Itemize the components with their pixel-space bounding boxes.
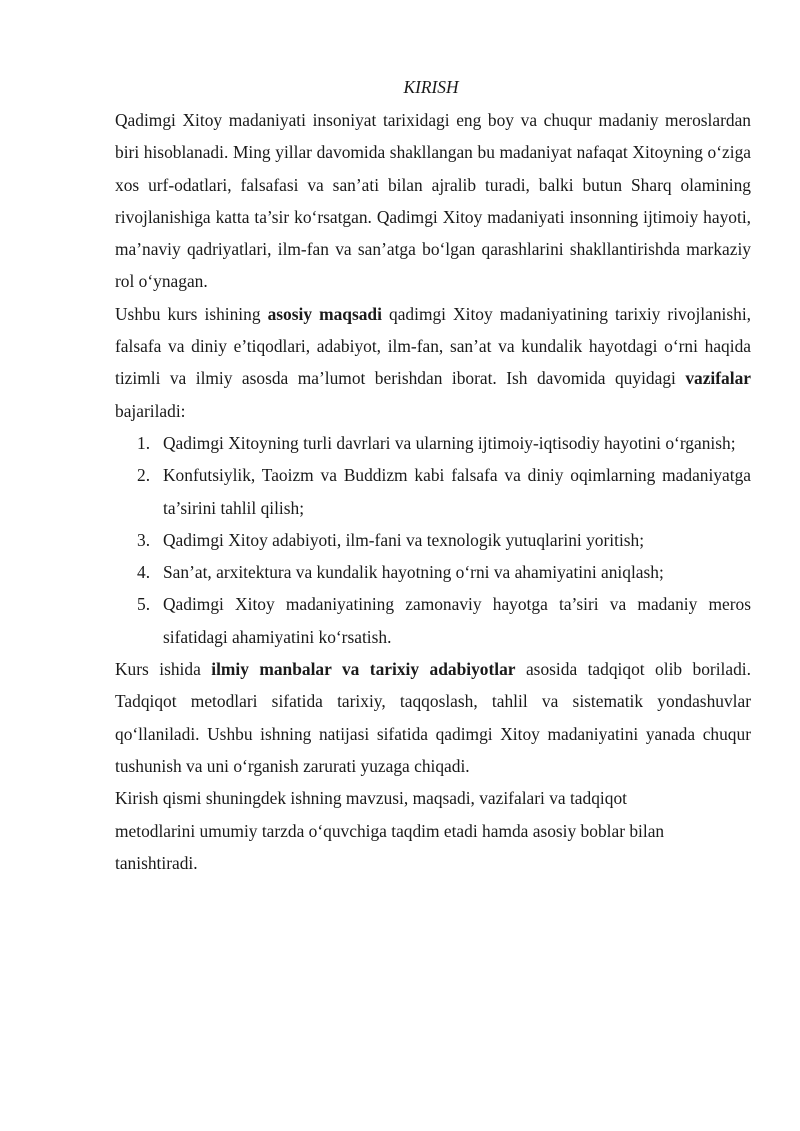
goal-text-before: Ushbu kurs ishining [115,303,268,324]
list-item [137,556,751,588]
goal-emphasis: asosiy maqsadi [267,303,382,324]
list-item-text: Qadimgi Xitoyning turli davrlari va ularning ijtimoiy-iqtisodiy hayotini o‘rganish; [163,432,736,453]
intro-paragraph: Qadimgi Xitoy madaniyati insoniyat tarixidagi eng boy va chuqur madaniy meroslardan biri hisoblanadi. Ming yillar davomida shakllangan bu madaniyat nafaqat Xitoyning o‘ziga xos urf-odatlari, falsafasi va san’ati bilan ajralib turadi, balki butun Sharq olamining rivojlanishiga katta ta’sir ko‘rsatgan. Qadimgi Xitoy madaniyati insonning ijtimoiy hayoti, ma’naviy qadriyatlari, ilm-fan va san’atga bo‘lgan qarashlarini shakllantirishda markaziy rol o‘ynagan. [115,110,751,292]
list-item [137,524,751,556]
tasks-list [115,427,751,653]
document-body [115,104,751,879]
method-text-before: Kurs ishida [115,659,212,680]
goal-paragraph [115,298,751,427]
method-paragraph [115,653,751,782]
closing-line-1: Kirish qismi shuningdek ishning mavzusi, maqsadi, vazifalari va tadqiqot [115,788,627,809]
page-title: KIRISH [403,77,459,97]
list-item-text: Konfutsiylik, Taoizm va Buddizm kabi falsafa va diniy oqimlarning madaniyatga ta’sirini tahlil qilish; [163,465,751,518]
goal-text-after: qadimgi Xitoy madaniyatining tarixiy rivojlanishi, falsafa va diniy e’tiqodlari, adabiyot, ilm-fan, san’at va kundalik hayotdagi o‘rni haqida tizimli va ilmiy asosda ma’lumot berishdan iborat. Ish davomida quyidagi [115,303,751,389]
closing-line-2: metodlarini umumiy tarzda o‘quvchiga taqdim etadi hamda asosiy boblar bilan [115,820,665,841]
list-item-number: 2. [137,465,151,486]
sources-emphasis: ilmiy manbalar va tarixiy adabiyotlar [211,659,516,680]
list-item [137,427,751,459]
closing-paragraph [115,782,751,879]
list-item-text: Qadimgi Xitoy madaniyatining zamonaviy hayotga ta’siri va madaniy meros sifatidagi ahamiyatini ko‘rsatish. [163,594,751,647]
list-item [137,459,751,524]
tasks-text-after: bajariladi: [115,400,186,421]
list-item-number: 3. [137,529,151,550]
closing-line-3: tanishtiradi. [115,852,198,873]
list-item-text: San’at, arxitektura va kundalik hayotning o‘rni va ahamiyatini aniqlash; [163,562,664,583]
method-text-after: asosida tadqiqot olib boriladi. Tadqiqot metodlari sifatida tarixiy, taqqoslash, tahlil va sistematik yondashuvlar qo‘llaniladi. Ushbu ishning natijasi sifatida qadimgi Xitoy madaniyatini yanada chuqur tushunish va uni o‘rganish zarurati yuzaga chiqadi. [115,659,751,776]
list-item-text: Qadimgi Xitoy adabiyoti, ilm-fani va texnologik yutuqlarini yoritish; [163,529,645,550]
tasks-emphasis: vazifalar [685,368,751,389]
list-item-number: 4. [137,562,151,583]
list-item-number: 5. [137,594,151,615]
list-item-number: 1. [137,432,151,453]
list-item [137,588,751,653]
